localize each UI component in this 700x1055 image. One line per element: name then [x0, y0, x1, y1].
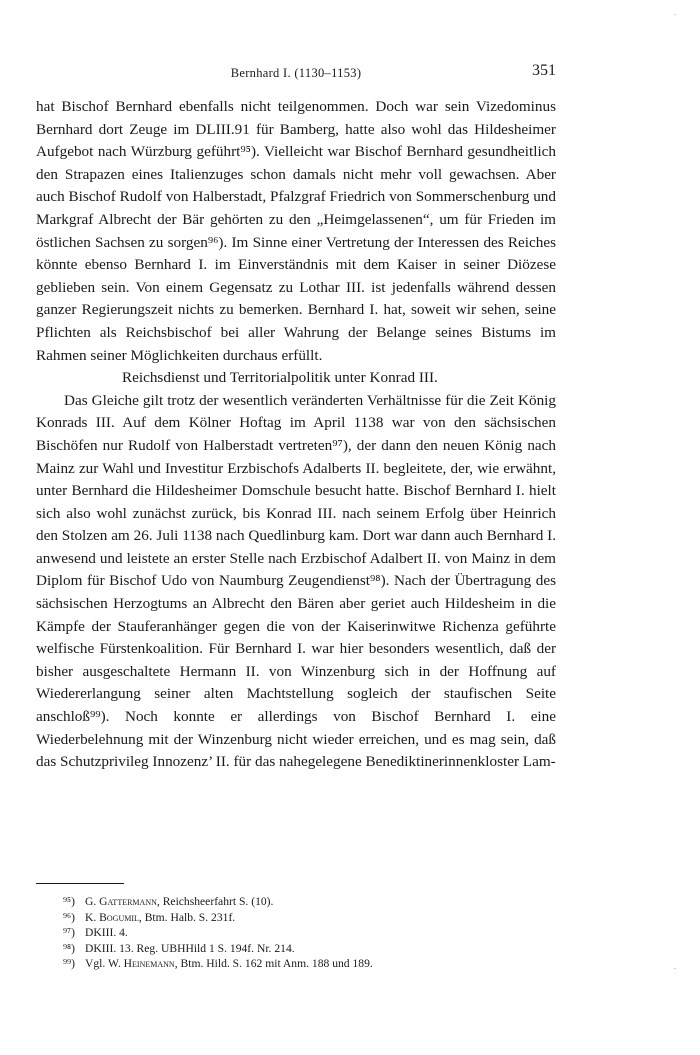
footnote-text: DKIII. 4.	[85, 926, 128, 940]
footnote-number: ⁹⁹)	[63, 957, 75, 971]
footnote-text: G. Gattermann, Reichsheerfahrt S. (10).	[85, 895, 274, 908]
paragraph-2: Das Gleiche gilt trotz der wesentlich veränderten Verhältnisse für die Zeit König Konrads III. Auf dem Kölner Hoftag im April 1138 war von den sächsischen Bischöfen nur Rudolf von Halberstadt vertreten⁹⁷), der dann den neuen König nach Mainz zur Wahl und Investitur Erzbischofs Adalberts II. begleitete, der, wie erwähnt, unter Bernhard die Hildesheimer Domschule besucht hatte. Bischof Bernhard I. hielt sich also wohl zunächst zurück, bis Konrad III. nach seinem Erfolg über Heinrich den Stolzen am 26. Juli 1138 nach Quedlinburg kam. Dort war dann auch Bernhard I. anwesend und leistete an erster Stelle nach Erzbischof Adalbert II. von Mainz in dem Diplom für Bischof Udo von Naumburg Zeugendienst⁹⁸). Nach der Übertragung des sächsischen Herzogtums an Albrecht den Bären aber geriet auch Hildesheim in die Kämpfe der Stauferanhänger gegen die von der Kaiserinwitwe Richenza geführte welfische Fürstenkoalition. Für Bernhard I. war hier besonders wesentlich, daß der bisher ausgeschaltete Hermann II. von Winzenburg sich in der Hoffnung auf Wiedererlangung seiner alten Machtstellung sogleich der staufischen Seite anschloß⁹⁹). Noch konnte er allerdings von Bischof Bernhard I. eine Wiederbelehnung mit der Winzenburg nicht wieder erreichen, und es mag sein, daß das Schutzprivileg Innozenz’ II. für das nahegelegene Benediktinerinnenkloster Lam-	[36, 391, 556, 771]
footnote-number: ⁹⁸)	[63, 941, 75, 955]
footnote-author: Heinemann	[123, 957, 175, 971]
footnote-95	[63, 894, 553, 910]
page-number: 351	[532, 62, 556, 79]
paragraph-1: hat Bischof Bernhard ebenfalls nicht teilgenommen. Doch war sein Vizedominus Bernhard dort Zeuge im DLIII.91 für Bamberg, hatte also wohl das Hildesheimer Aufgebot nach Würzburg geführt⁹⁵). Vielleicht war Bischof Bernhard gesundheitlich den Strapazen eines Italienzuges schon damals nicht mehr voll gewachsen. Aber auch Bischof Rudolf von Halberstadt, Pfalzgraf Friedrich von Sommerschenburg und Markgraf Albrecht der Bär gehörten zu den „Heimgelassenen“, um für Frieden im östlichen Sachsen zu sorgen⁹⁶). Im Sinne einer Vertretung der Interessen des Reiches könnte ebenso Bernhard I. im Einverständnis mit dem Kaiser in seiner Diözese geblieben sein. Von einem Gegensatz zu Lothar III. ist jedenfalls während dessen ganzer Regierungszeit nichts zu bemerken. Bernhard I. hat, soweit wir sehen, seine Pflichten als Reichsbischof bei aller Wahrung der Belange seines Bistums im Rahmen seiner Möglichkeiten durchaus erfüllt.	[36, 98, 556, 364]
page-header	[36, 62, 556, 86]
footnote-98	[63, 941, 553, 957]
section-heading: Reichsdienst und Territorialpolitik unter Konrad III.	[122, 369, 438, 387]
body-text	[36, 96, 556, 774]
footnote-text: DKIII. 13. Reg. UBHHild 1 S. 194f. Nr. 214.	[85, 941, 295, 955]
footnote-97	[63, 925, 553, 941]
running-title: Bernhard I. (1130–1153)	[230, 66, 362, 80]
footnote-96	[63, 910, 553, 926]
footnote-author: Gattermann	[99, 895, 157, 908]
footnote-number: ⁹⁶)	[63, 910, 75, 924]
footnote-author: Bogumil	[99, 910, 139, 924]
footnote-text: K. Bogumil, Btm. Halb. S. 231f.	[85, 910, 236, 924]
footnote-divider	[36, 883, 124, 884]
margin-mark	[674, 968, 676, 969]
margin-mark	[674, 14, 676, 15]
footnote-text: Vgl. W. Heinemann, Btm. Hild. S. 162 mit Anm. 188 und 189.	[85, 957, 373, 971]
footnote-99	[63, 956, 553, 972]
footnote-number: ⁹⁵)	[63, 895, 75, 908]
footnote-number: ⁹⁷)	[63, 926, 75, 940]
footnotes	[63, 894, 553, 972]
